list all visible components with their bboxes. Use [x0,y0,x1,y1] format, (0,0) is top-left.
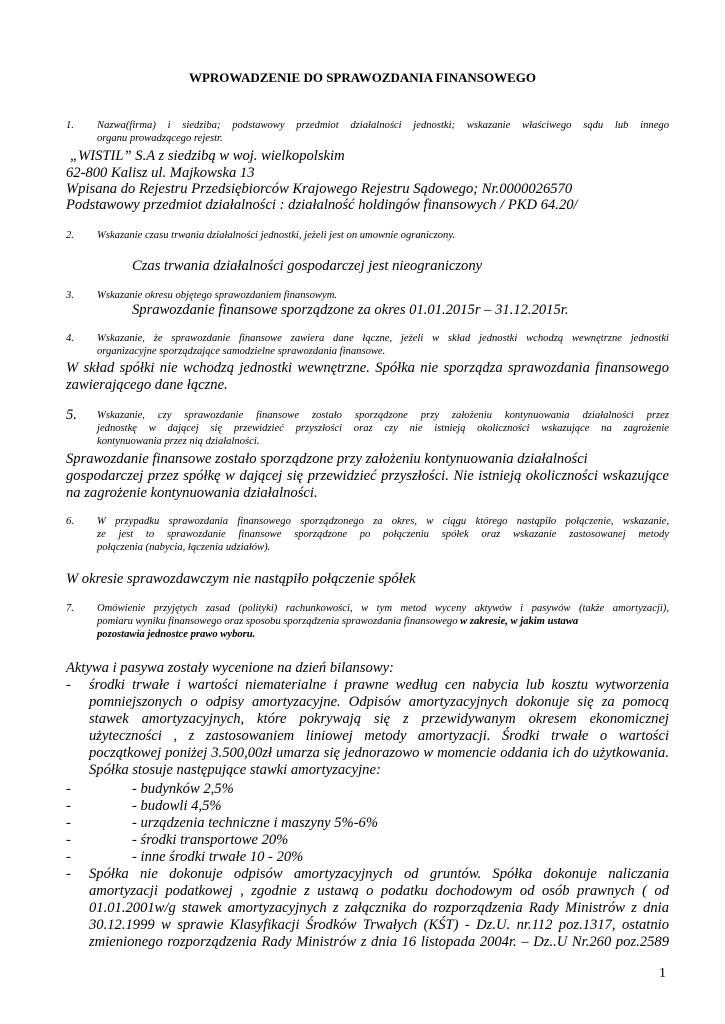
item-number-4: 4. [66,333,74,344]
fixed-assets-line-5: początkowej poniżej 3.500,00zł umarza się jednorazowo w momencie oddania ich do użytkowania. [89,745,669,761]
item-7-question-line-2-bold: w zakresie, w jakim ustawa [460,616,579,627]
bullet-dash: - [66,832,71,848]
item-6-question-line-3: połączenia (nabycia, łączenia udziałów). [97,542,271,553]
land-line-4: 30.12.1999 w sprawie Klasyfikacji Środków Trwałych (KŚT) - Dz.U. nr.112 poz.1317, ostatnio [89,917,669,933]
item-2-answer: Czas trwania działalności gospodarczej jest nieograniczony [132,258,483,274]
item-number-1: 1. [66,120,74,131]
item-1-answer-line-2: 62-800 Kalisz ul. Majkowska 13 [66,165,255,181]
item-5-answer-line-1: Sprawozdanie finansowe zostało sporządzone przy założeniu kontynuowania działalności [66,451,588,467]
land-line-5: zmienionego rozporządzenia Rady Ministrów z dnia 16 listopada 2004r. – Dz..U Nr.260 poz.2589 [89,934,669,950]
land-line-2: amortyzacji podatkowej , zgodnie z ustawą o podatku dochodowym od osób prawnych ( od [89,883,669,899]
item-5-question-line-2: jednostkę w dającej się przewidzieć przyszłości oraz czy nie istnieją okoliczności wskazujące na zagrożenie [97,423,669,434]
bullet-dash: - [66,849,71,865]
item-1-answer-line-1: „WISTIL” S.A z siedzibą w woj. wielkopolskim [70,148,345,164]
item-1-answer-line-4: Podstawowy przedmiot działalności : działalność holdingów finansowych / PKD 64.20/ [66,197,578,213]
item-number-6: 6. [66,516,74,527]
item-1-question-line-2: organu prowadzącego rejestr. [97,133,223,144]
item-4-answer-line-2: zawierającego dane łączne. [66,377,228,393]
item-3-answer: Sprawozdanie finansowe sporządzone za okres 01.01.2015r – 31.12.2015r. [132,302,569,318]
fixed-assets-line-3: stawek amortyzacyjnych, które pokrywają się z przewidywanym okresem ekonomicznej [89,711,669,727]
item-5-answer-line-3: na zagrożenie kontynuowania działalności. [66,485,318,501]
document-title: WPROWADZENIE DO SPRAWOZDANIA FINANSOWEGO [188,70,537,85]
bullet-dash: - [66,815,71,831]
bullet-dash: - [66,677,71,693]
item-4-question-line-2: organizacyjne sporządzające samodzielne sprawozdania finansowe. [97,346,386,357]
item-5-question-line-3: kontynuowania przez nią działalności. [97,436,260,447]
item-7-question-line-2-regular: pomiaru wyniku finansowego oraz sposobu sporządzenia sprawozdania finansowego [97,616,461,627]
item-6-answer: W okresie sprawozdawczym nie nastąpiło połączenie spółek [66,571,416,587]
valuation-intro: Aktywa i pasywa zostały wycenione na dzień bilansowy: [66,660,394,676]
item-3-question: Wskazanie okresu objętego sprawozdaniem finansowym. [97,290,338,301]
bullet-dash: - [66,866,71,882]
item-6-question-line-2: ze jest to sprawozdanie finansowe sporządzone po połączeniu spółek oraz wskazanie zastosowanej metody [97,529,669,540]
item-1-answer-line-3: Wpisana do Rejestru Przedsiębiorców Krajowego Rejestru Sądowego; Nr.0000026570 [66,181,573,197]
item-5-question-line-1: Wskazanie, czy sprawozdanie finansowe zostało sporządzone przy założeniu kontynuowania działalności przez [97,410,669,421]
fixed-assets-line-4: użyteczności , z zastosowaniem liniowej metody amortyzacji. Środki trwałe o wartości [89,728,669,744]
fixed-assets-line-6: Spółka stosuje następujące stawki amortyzacyjne: [89,762,381,778]
item-6-question-line-1: W przypadku sprawozdania finansowego sporządzonego za okres, w ciągu którego nastąpiło połączenie, wskazanie, [97,516,669,527]
item-number-3: 3. [66,290,74,301]
item-number-7: 7. [66,603,74,614]
rate-item: - środki transportowe 20% [132,832,289,848]
land-line-1: Spółka nie dokonuje odpisów amortyzacyjnych od gruntów. Spółka dokonuje naliczania [89,866,669,882]
rate-item: - inne środki trwałe 10 - 20% [132,849,304,865]
item-number-2: 2. [66,230,74,241]
fixed-assets-line-2: pomniejszonych o odpisy amortyzacyjne. Odpisów amortyzacyjnych dokonuje się za pomocą [89,694,669,710]
item-2-question: Wskazanie czasu trwania działalności jednostki, jeżeli jest on umownie ograniczony. [97,230,456,241]
rate-item: - urządzenia techniczne i maszyny 5%-6% [132,815,379,831]
rate-item: - budynków 2,5% [132,781,234,797]
item-4-answer-line-1: W skład spółki nie wchodzą jednostki wewnętrzne. Spółka nie sporządza sprawozdania finansowego [66,360,669,376]
rate-item: - budowli 4,5% [132,798,222,814]
land-line-3: 01.01.2001w/g stawek amortyzacyjnych z załącznika do rozporządzenia Rady Ministrów z dnia [89,900,669,916]
item-1-question-line-1: Nazwa(firma) i siedziba; podstawowy przedmiot działalności jednostki; wskazanie właściwego sądu lub innego [97,120,669,131]
item-5-answer-line-2: gospodarczej przez spółkę w dającej się przewidzieć przyszłości. Nie istnieją okoliczności wskazujące [66,468,669,484]
item-number-5: 5. [66,407,77,423]
item-7-question-line-1: Omówienie przyjętych zasad (polityki) rachunkowości, w tym metod wyceny aktywów i pasywów (także amortyzacji), [97,603,669,614]
item-7-question-line-2 [97,616,578,629]
item-4-question-line-1: Wskazanie, że sprawozdanie finansowe zawiera dane łączne, jeżeli w skład jednostki wchodzą wewnętrzne jednostki [97,333,669,344]
item-7-question-line-3: pozostawia jednostce prawo wyboru. [97,629,256,640]
fixed-assets-line-1: środki trwałe i wartości niematerialne i prawne według cen nabycia lub kosztu wytworzenia [89,677,669,693]
page-number: 1 [659,966,666,981]
bullet-dash: - [66,798,71,814]
bullet-dash: - [66,781,71,797]
